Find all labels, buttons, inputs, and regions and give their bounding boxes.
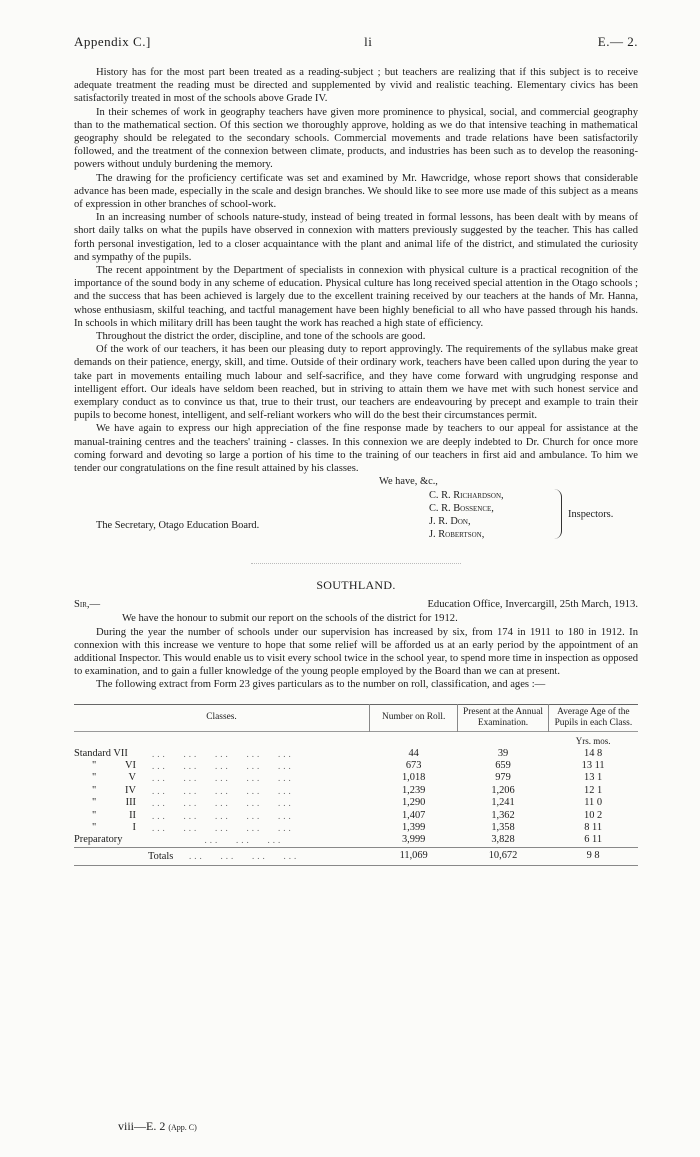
southland-body xyxy=(74,612,638,691)
paragraph-geography: In their schemes of work in geography teachers have given more prominence to physical, social, and commercial geography than to the mathematical section. Of this section we thoroughly approve, holding as we do that intensive teaching in mathematical geography should be relegated to the secondary schools. Commercial movements and trade relations have been satisfactorily followed, and the treatment of the connexion between climate, products, and industries has been such as to develop the reasoning-powers without unduly burdening the memory. xyxy=(74,106,638,171)
office-dateline: Education Office, Invercargill, 25th March, 1913. xyxy=(427,599,638,611)
paragraph-history: History has for the most part been treated as a reading-subject ; but teachers are realizing that if this subject is to receive adequate treatment the reading must be directed and supplemented by vivid and realistic teaching. Elementary civics has been satisfactorily treated in most of the schools above Grade IV. xyxy=(74,67,638,105)
header-age: Average Age of the Pupils in each Class. xyxy=(548,704,638,731)
row-age: 11 0 xyxy=(584,797,603,809)
row-roll: 44 xyxy=(408,747,419,759)
salutation: Sir,— xyxy=(74,599,101,611)
row-class: V xyxy=(128,772,136,784)
row-roll: 1,399 xyxy=(401,821,426,833)
header-page-number: li xyxy=(364,34,373,49)
paragraph-nature-study: In an increasing number of schools nature-study, instead of being treated in formal lessons, has been dealt with by means of short daily talks on what the pupils have observed in connexion with matters previously suggested by the teacher. This has called forth personal investigation, led to a closer acquaintance with the plant and animal life of the district, and stimulated the curiosity and sympathy of the pupils. xyxy=(74,212,638,263)
totals-age: 9 8 xyxy=(548,847,638,865)
row-prefix: " xyxy=(92,772,97,784)
inspector-name: C. R. Bossence, xyxy=(429,503,494,515)
row-present: 39 xyxy=(497,747,509,759)
units-row xyxy=(74,731,638,748)
table-row: " III ... ... ... ... ... 1,290 1,241 11 0 xyxy=(74,797,638,809)
header-appendix: Appendix C.] xyxy=(74,34,151,49)
row-age: 8 11 xyxy=(584,821,603,833)
paragraph-schools-increase: During the year the number of schools under our supervision has increased by six, from 174 in 1911 to 180 in 1912. In connexion with this increase we venture to hope that some relief will be afforded us at an early period by the appointment of an additional Inspector. This would enable us to visit every school twice in the school year, to spend more time in inspection as opposed to examination, and to gain a fuller knowledge of the young people employed by the Board than we can at present. xyxy=(74,626,638,678)
row-prefix: " xyxy=(92,821,97,833)
row-prefix: " xyxy=(92,809,97,821)
totals-present: 10,672 xyxy=(458,847,548,865)
header-series: E.— 2. xyxy=(597,34,638,49)
closing-phrase: We have, &c., xyxy=(379,476,438,488)
row-present: 1,241 xyxy=(491,797,515,809)
table-row: " IV ... ... ... ... ... 1,239 1,206 12 1 xyxy=(74,785,638,797)
row-class: VII xyxy=(113,747,128,759)
section-title-southland: SOUTHLAND. xyxy=(316,578,396,593)
row-present: 3,828 xyxy=(491,834,515,846)
row-roll: 1,290 xyxy=(401,797,426,809)
row-prefix: " xyxy=(92,797,97,809)
row-present: 659 xyxy=(495,759,511,771)
footer-signature: viii—E. 2 xyxy=(118,1119,166,1133)
paragraph-honour: We have the honour to submit our report on the schools of the district for 1912. xyxy=(122,613,458,625)
page-footer xyxy=(118,1119,197,1134)
row-present: 1,206 xyxy=(491,784,515,796)
row-roll: 3,999 xyxy=(401,834,426,846)
row-present: 979 xyxy=(495,772,511,784)
table-row: " II ... ... ... ... ... 1,407 1,362 10 2 xyxy=(74,810,638,822)
age-units: Yrs. mos. xyxy=(575,736,611,747)
row-class: I xyxy=(132,821,136,833)
table-row: " V ... ... ... ... ... 1,018 979 13 1 xyxy=(74,772,638,784)
row-age: 13 11 xyxy=(581,759,605,771)
paragraph-form-23: The following extract from Form 23 gives particulars as to the number on roll, classification, and ages :— xyxy=(96,679,546,691)
totals-label: Totals xyxy=(148,850,174,862)
paragraph-physical-culture: The recent appointment by the Department of specialists in connexion with physical culture is a practical recognition of the importance of the sound body in any scheme of education. Physical culture has long received special attention in the Otago schools ; and the success that has been achieved is largely due to the excellent training received by our teachers at the hands of Mr. Hanna, whose enthusiasm, skilful teaching, and tactful management have been highly beneficial to all who have passed through his hands. In schools in which military drill has been taught the work has reached a high state of efficiency. xyxy=(74,265,638,329)
document-page xyxy=(74,34,638,866)
row-class: Preparatory xyxy=(74,834,123,846)
inspector-name: J. Robertson, xyxy=(429,529,485,541)
names-brace xyxy=(553,489,562,539)
inspector-names xyxy=(429,489,504,541)
row-class: II xyxy=(129,809,136,821)
running-header xyxy=(74,34,638,52)
table-row: Preparatory ... ... ... 3,999 3,828 6 11 xyxy=(74,834,638,847)
row-prefix: Standard xyxy=(74,747,111,759)
inspector-name: C. R. Richardson, xyxy=(429,490,504,502)
signature-block xyxy=(74,475,638,539)
salutation-line xyxy=(74,599,638,610)
totals-roll: 11,069 xyxy=(370,847,458,865)
row-age: 10 2 xyxy=(584,809,603,821)
addressee: The Secretary, Otago Education Board. xyxy=(96,520,260,532)
table-row: " VI ... ... ... ... ... 673 659 13 11 xyxy=(74,760,638,772)
section-divider xyxy=(251,563,461,564)
row-roll: 1,239 xyxy=(401,784,426,796)
header-roll: Number on Roll. xyxy=(370,704,458,731)
paragraph-drawing: The drawing for the proficiency certificate was set and examined by Mr. Hawcridge, whose report shows that considerable advance has been made, especially in the scale and design branches. We should like to see more use made of this subject as a means of expression in other branches of school-work. xyxy=(74,172,638,211)
table-header-row xyxy=(74,704,638,731)
row-class: IV xyxy=(125,784,136,796)
classification-table xyxy=(74,704,638,866)
footer-appendix: (App. C) xyxy=(168,1123,197,1132)
table-row: " I ... ... ... ... ... 1,399 1,358 8 11 xyxy=(74,822,638,834)
row-age: 12 1 xyxy=(584,784,603,796)
report-body xyxy=(74,66,638,475)
header-classes: Classes. xyxy=(206,712,237,723)
row-roll: 1,018 xyxy=(401,772,426,784)
header-present: Present at the Annual Examination. xyxy=(458,704,548,731)
row-class: VI xyxy=(125,759,136,771)
paragraph-appreciation: We have again to express our high appreciation of the fine response made by teachers to our appeal for assistance at the manual-training centres and the teachers' training - classes. In this connexion we are deeply indebted to Dr. Church for once more coming forward and devoting so large a portion of his time to the training of our teachers in first aid and ambulance. To him we tender our congratulations on the fine result attained by his classes. xyxy=(74,423,638,475)
inspectors-role: Inspectors. xyxy=(568,509,614,521)
row-age: 14 8 xyxy=(584,747,603,759)
row-roll: 1,407 xyxy=(401,809,426,821)
row-age: 6 11 xyxy=(584,834,603,846)
paragraph-teachers: Of the work of our teachers, it has been our pleasing duty to report approvingly. The requirements of the syllabus make great demands on their patience, energy, skill, and time. Outside of their ordinary work, teachers have been called upon during the year to take part in movements entailing much labour and self-sacrifice, and they have come forward with ungrudging response and intelligent effort. Our ideals have seldom been reached, but in striving to attain them we have met with such honest service and exemplary conduct as to convince us that, true to their trust, our teachers are endeavouring by precept and example to train their pupils to become honest, intelligent, and self-reliant workers who will do the best their circumstances permit. xyxy=(74,344,638,422)
row-age: 13 1 xyxy=(584,772,603,784)
paragraph-discipline: Throughout the district the order, discipline, and tone of the schools are good. xyxy=(96,331,426,343)
row-present: 1,362 xyxy=(491,809,515,821)
totals-row: Totals ... ... ... ... 11,069 10,672 9 8 xyxy=(74,847,638,865)
table-row: Standard VII ... ... ... ... ... 44 39 14 8 xyxy=(74,748,638,760)
inspector-name: J. R. Don, xyxy=(429,516,471,528)
row-prefix: " xyxy=(92,784,97,796)
row-class: III xyxy=(125,797,136,809)
row-roll: 673 xyxy=(405,759,422,771)
row-present: 1,358 xyxy=(491,821,515,833)
row-prefix: " xyxy=(92,759,97,771)
